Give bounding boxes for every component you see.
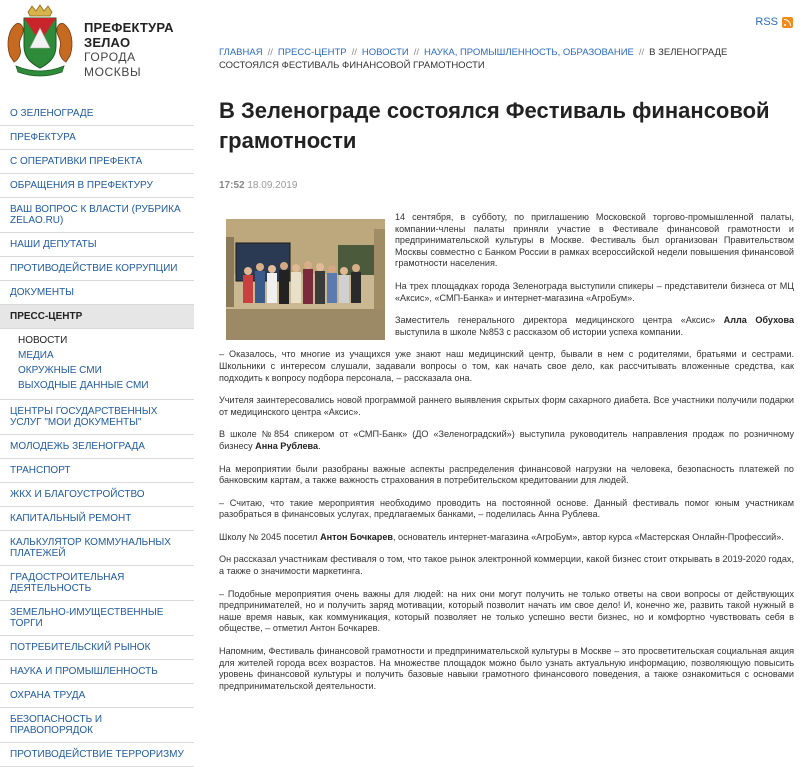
speaker-name: Антон Бочкарев [320,531,393,542]
breadcrumb-separator: // [267,47,273,58]
paragraph-text: В школе №854 спикером от «СМП-Банк» (ДО «Зеленоградский») выступила руководитель направления продаж по розничному бизнесу [219,429,794,451]
article-paragraph: – Считаю, что такие мероприятия необходимо проводить на постоянной основе. Данный фестиваль помог юным участникам разобраться в финансовых услугах, предлагаемых банками, – поделилась Анна Рублева. [219,497,794,520]
speaker-name: Анна Рублева [255,440,319,451]
sidebar-item-land-auctions[interactable]: ЗЕМЕЛЬНО-ИМУЩЕСТВЕННЫЕ ТОРГИ [0,601,194,636]
article-date [219,180,297,191]
logo-line-1: ПРЕФЕКТУРА [84,20,174,35]
rss-label: RSS [755,16,778,28]
breadcrumb [219,46,789,72]
sidebar-item-public-services[interactable]: ЦЕНТРЫ ГОСУДАРСТВЕННЫХ УСЛУГ "МОИ ДОКУМЕНТЫ" [0,400,194,435]
sidebar-item-documents[interactable]: ДОКУМЕНТЫ [0,281,194,305]
breadcrumb-science[interactable]: НАУКА, ПРОМЫШЛЕННОСТЬ, ОБРАЗОВАНИЕ [424,47,634,58]
sidebar-subitem-media-imprint[interactable]: ВЫХОДНЫЕ ДАННЫЕ СМИ [18,380,149,391]
article-paragraph: На трех площадках города Зеленограда выступили спикеры – представители бизнеса от МЦ «Аксис», «СМП-Банка» и интернет-магазина «АгроБум». [395,280,794,303]
article-paragraph: – Подобные мероприятия очень важны для людей: на них они могут получить не только ответы на свои вопросы от действующих предпринимателей, но и получить заряд мотивации, который позволит начать им свое дело! И, конечно же, развить такой нужный в наше время навык, как коммуникация, который позволяет не только успешно вести бизнес, но и комфортно чувствовать себя в обществе, – отметил Антон Бочкарев. [219,588,794,634]
article-paragraph: 14 сентября, в субботу, по приглашению Московской торгово-промышленной палаты, компании-члены палаты приняли участие в Фестивале финансовой грамотности и предпринимательской культуры в Москве. Фестиваль был организован Правительством Москвы совместно с Банком России в рамках всероссийской недели повышения финансовой грамотности населения. [395,212,794,269]
breadcrumb-press-center[interactable]: ПРЕСС-ЦЕНТР [277,47,347,58]
sidebar-item-question-to-authority[interactable]: ВАШ ВОПРОС К ВЛАСТИ (РУБРИКА ZELAO.RU) [0,198,194,233]
sidebar-item-counter-terrorism[interactable]: ПРОТИВОДЕЙСТВИЕ ТЕРРОРИЗМУ [0,743,194,767]
sidebar-item-housing[interactable]: ЖКХ И БЛАГОУСТРОЙСТВО [0,483,194,507]
breadcrumb-news[interactable]: НОВОСТИ [361,47,409,58]
paragraph-text: выступила в школе №853 с рассказом об истории успеха компании. [395,326,684,337]
sidebar-item-youth[interactable]: МОЛОДЕЖЬ ЗЕЛЕНОГРАДА [0,435,194,459]
article-paragraph: – Оказалось, что многие из учащихся уже знают наш медицинский центр, бывали в нем с родителями, братьями и сестрами. Школьники с интересом слушали, задавали вопросы о том, как начать свое дело, как рассчитывать вложенные средства, как подходить к вопросу подбора персонала, – рассказала она. [219,349,794,383]
sidebar-item-science-industry[interactable]: НАУКА И ПРОМЫШЛЕННОСТЬ [0,660,194,684]
paragraph-text: , основатель интернет-магазина «АгроБум», автор курса «Мастерская Онлайн-Профессий». [393,531,784,542]
sidebar-item-press-center[interactable]: ПРЕСС-ЦЕНТР [0,305,194,329]
breadcrumb-current: В ЗЕЛЕНОГРАДЕ СОСТОЯЛСЯ ФЕСТИВАЛЬ ФИНАНСОВОЙ ГРАМОТНОСТИ [219,47,728,71]
logo-text [84,20,194,80]
article-paragraph [219,429,794,452]
sidebar-item-prefect-meetings[interactable]: С ОПЕРАТИВКИ ПРЕФЕКТА [0,150,194,174]
article-paragraph: Учителя заинтересовались новой программой раннего выявления скрытых форм сахарного диабета. Все участники получили подарки от медицинского центра «Аксис». [219,395,794,417]
site-logo[interactable] [4,4,194,82]
article-time: 17:52 [219,180,245,191]
article-paragraph: Напомним, Фестиваль финансовой грамотности и предпринимательской культуры в Москве – это просветительская социальная акция для жителей города всех возрастов. На множестве площадок можно было узнать актуальную информацию, позволяющую повысить уровень финансовой культуры и получить базовые навыки грамотного финансового поведения, а также ознакомиться с основами предпринимательской деятельности. [219,646,794,691]
sidebar-item-security[interactable]: БЕЗОПАСНОСТЬ И ПРАВОПОРЯДОК [0,708,194,743]
sidebar-item-transport[interactable]: ТРАНСПОРТ [0,459,194,483]
sidebar-item-prefecture[interactable]: ПРЕФЕКТУРА [0,126,194,150]
article-body [219,212,794,703]
sidebar-subitem-news[interactable]: НОВОСТИ [18,335,68,346]
speaker-name: Алла Обухова [723,315,795,326]
article-title: В Зеленограде состоялся Фестиваль финансовой грамотности [219,98,770,153]
paragraph-text: Заместитель генерального директора медицинского центра «Аксис» [395,315,724,326]
article-paragraph: На мероприятии были разобраны важные аспекты распределения финансовой нагрузки на человека, безопасность платежей по банковским картам, а также важность страхования в потребительском кредитовании для людей. [219,463,794,486]
sidebar-item-about-zelenograd[interactable]: О ЗЕЛЕНОГРАДЕ [0,102,194,126]
sidebar-item-appeals[interactable]: ОБРАЩЕНИЯ В ПРЕФЕКТУРУ [0,174,194,198]
article-paragraph [395,315,794,338]
rss-icon [782,17,793,28]
paragraph-text: Школу № 2045 посетил [219,531,321,542]
paragraph-text: . [318,440,321,451]
press-center-submenu [0,329,194,400]
sidebar-item-utility-calculator[interactable]: КАЛЬКУЛЯТОР КОММУНАЛЬНЫХ ПЛАТЕЖЕЙ [0,531,194,566]
breadcrumb-home[interactable]: ГЛАВНАЯ [219,47,263,58]
sidebar-item-consumer-market[interactable]: ПОТРЕБИТЕЛЬСКИЙ РЫНОК [0,636,194,660]
breadcrumb-separator: // [351,47,357,58]
article-paragraph [219,532,794,544]
sidebar-nav [0,102,194,767]
breadcrumb-separator: // [638,47,645,58]
coat-of-arms-icon [4,4,76,78]
sidebar-subitem-district-media[interactable]: ОКРУЖНЫЕ СМИ [18,365,102,376]
logo-line-3: ГОРОДА МОСКВЫ [84,50,142,79]
article-date-value: 18.09.2019 [247,180,298,191]
breadcrumb-separator: // [413,47,420,58]
article-paragraph: Он рассказал участникам фестиваля о том, что такое рынок электронной коммерции, какой бизнес стоит открывать в 2019-2020 годах, а также о значимости маркетинга. [219,554,794,577]
sidebar-item-anticorruption[interactable]: ПРОТИВОДЕЙСТВИЕ КОРРУПЦИИ [0,257,194,281]
sidebar-subitem-media[interactable]: МЕДИА [18,350,54,361]
rss-link[interactable] [755,16,793,28]
logo-line-2: ЗЕЛАО [84,35,131,50]
sidebar-item-urban-planning[interactable]: ГРАДОСТРОИТЕЛЬНАЯ ДЕЯТЕЛЬНОСТЬ [0,566,194,601]
sidebar-item-labor-safety[interactable]: ОХРАНА ТРУДА [0,684,194,708]
sidebar-item-deputies[interactable]: НАШИ ДЕПУТАТЫ [0,233,194,257]
sidebar-item-capital-repair[interactable]: КАПИТАЛЬНЫЙ РЕМОНТ [0,507,194,531]
